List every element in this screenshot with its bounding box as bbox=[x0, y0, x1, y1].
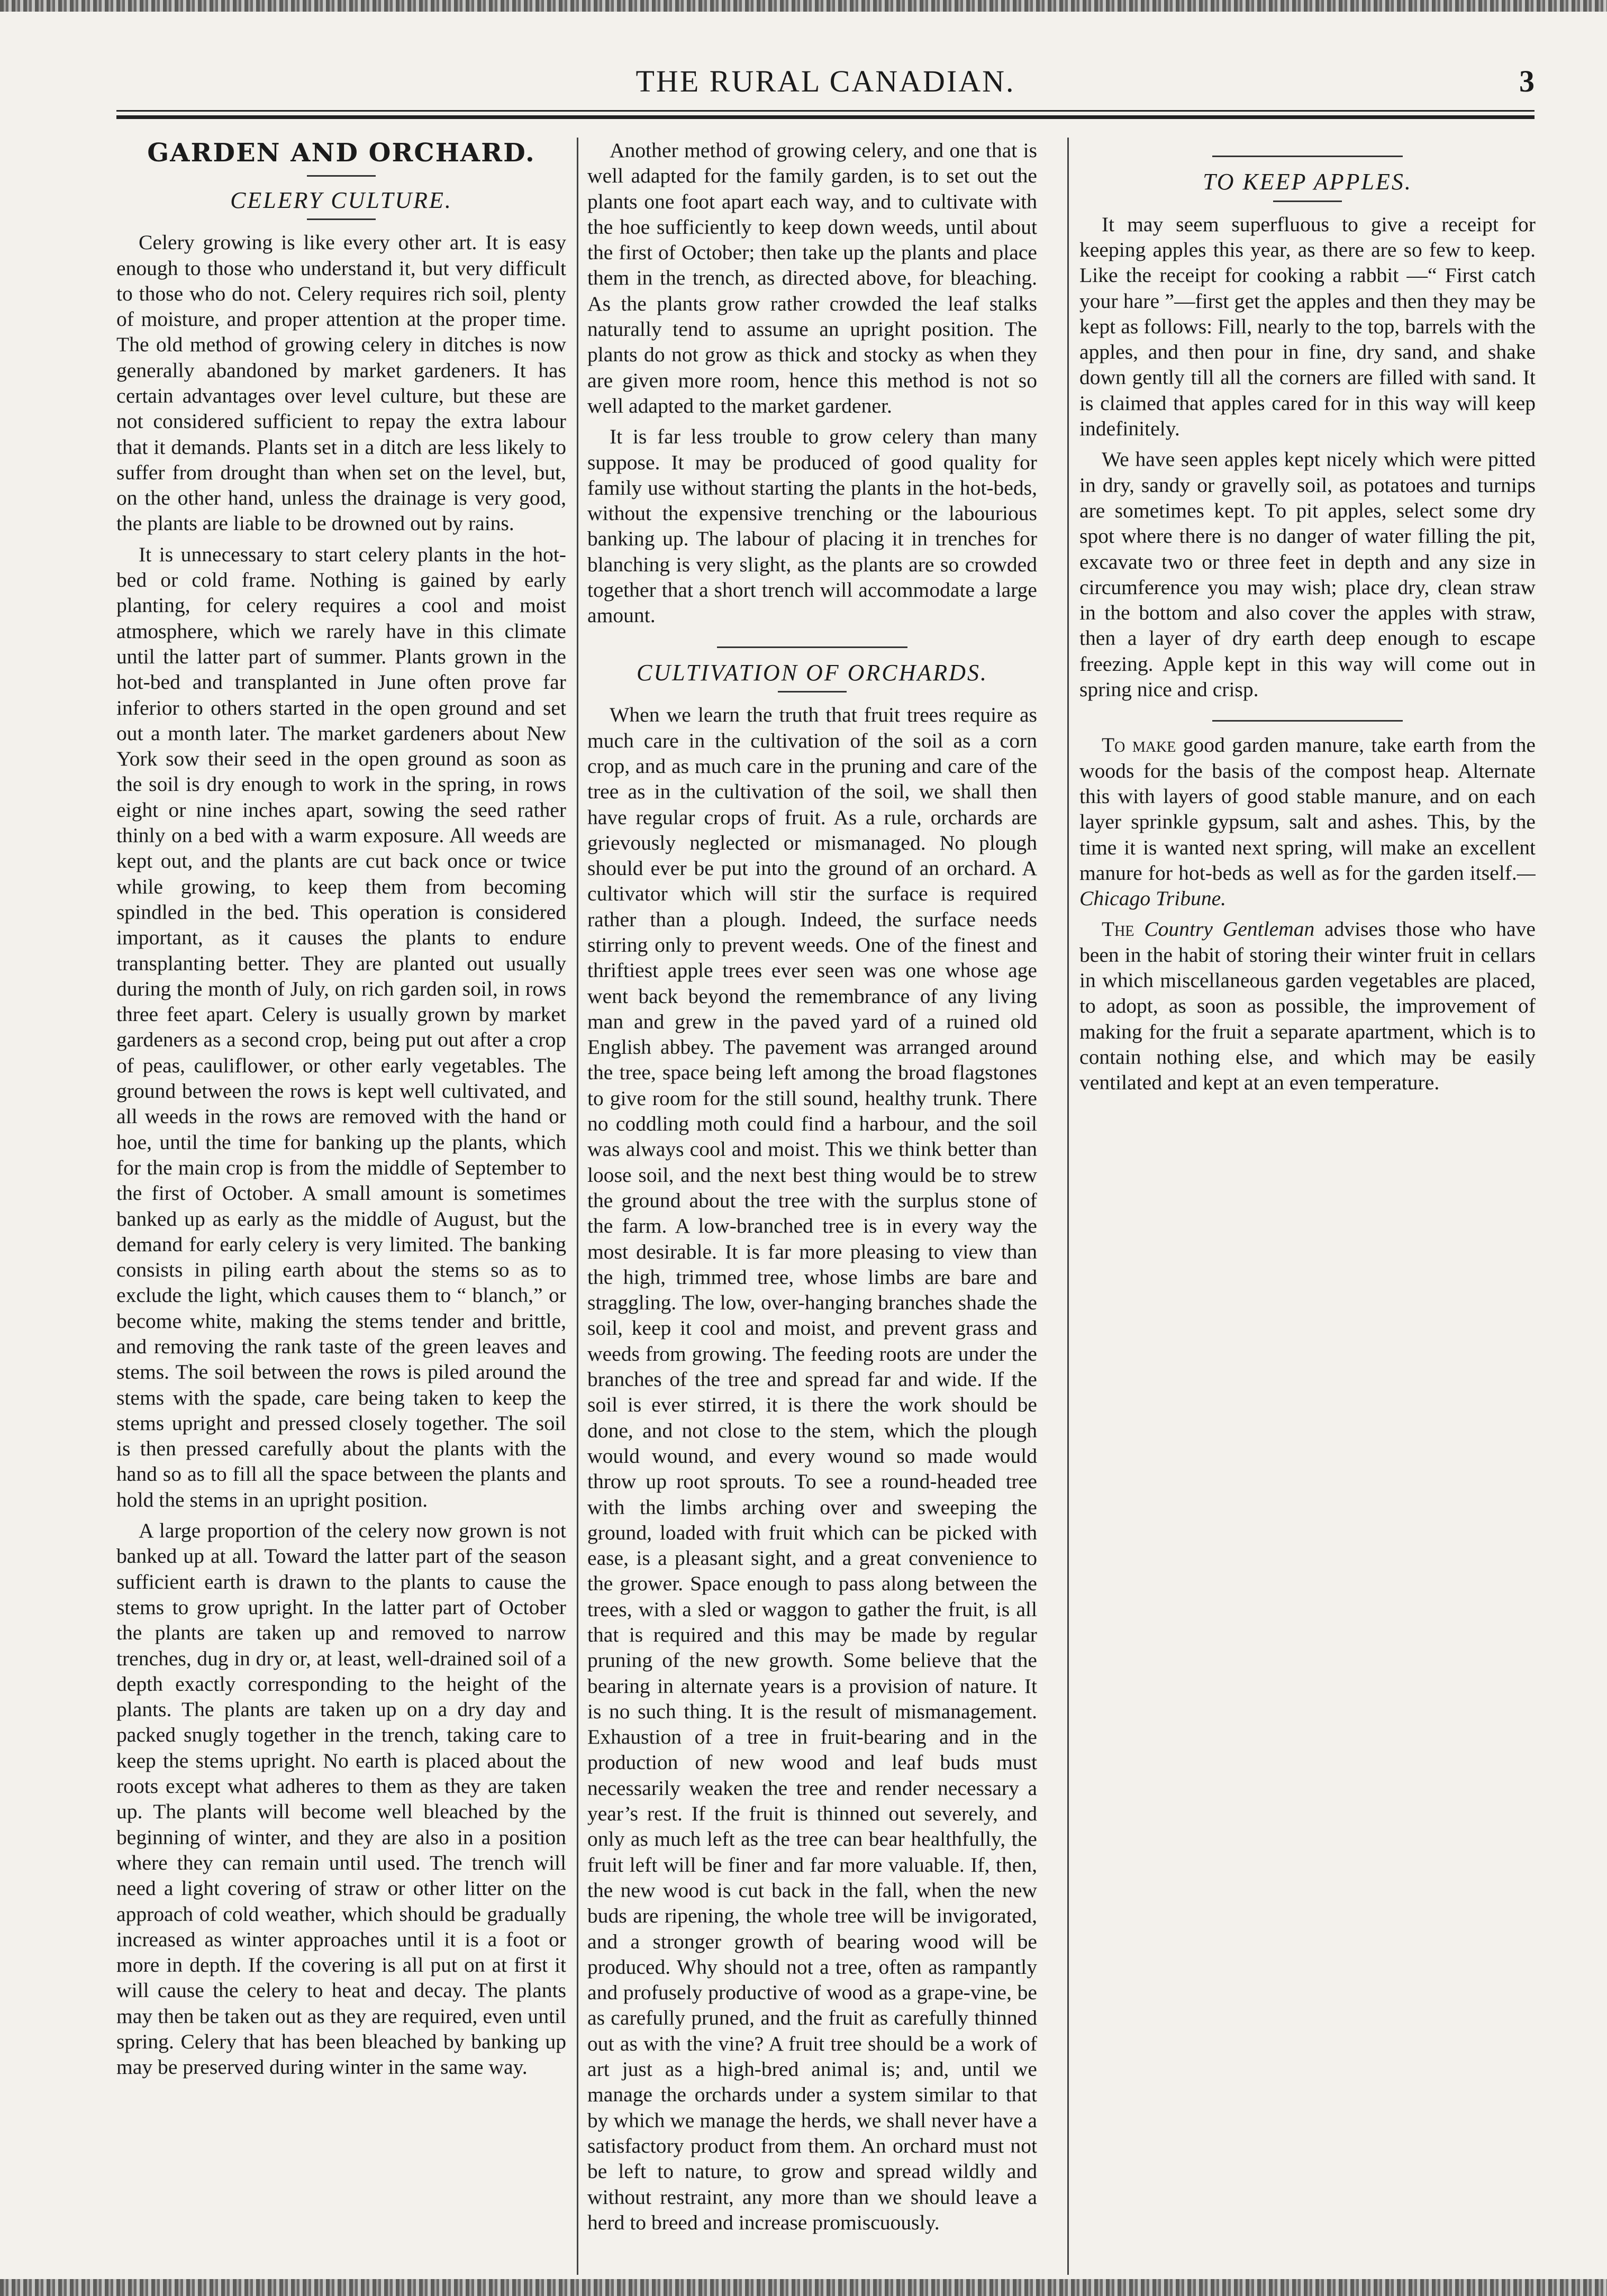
scan-edge-top bbox=[0, 0, 1607, 12]
scan-edge-bottom bbox=[0, 2279, 1607, 2296]
celery-paragraph: It is far less trouble to grow celery than many suppose. It may be produced of good quality for family use without starting the plants in the hot-beds, without the expensive trenching or the labourious banking up. The labour of placing it in trenches for blanching is very slight, as the plants are so crowded together that a short trench will accommodate a large amount. bbox=[587, 425, 1037, 627]
article-separator bbox=[1212, 156, 1403, 157]
apples-paragraph: It may seem superfluous to give a receipt for keeping apples this year, as there are so few to keep. Like the receipt for cooking a rabbit —“ First catch your hare ”—first get the apples and then they may be kept as follows: Fill, nearly to the top, barrels with the apples, and then pour in fine, dry sand, and shake down gently till all the corners are filled with sand. It is claimed that apples cared for in this way will keep indefinitely. bbox=[1079, 212, 1536, 441]
manure-credit: —Chicago Tribune. bbox=[1079, 861, 1536, 910]
page-number: 3 bbox=[1519, 64, 1535, 98]
article-title-celery: CELERY CULTURE. bbox=[230, 187, 452, 213]
column-divider bbox=[1067, 138, 1069, 2275]
article-separator bbox=[717, 646, 907, 648]
title-rule bbox=[307, 218, 376, 220]
storage-lead: The bbox=[1102, 917, 1134, 941]
article-title-orchards: CULTIVATION OF ORCHARDS. bbox=[637, 659, 988, 686]
manure-text: good garden manure, take earth from the woods for the basis of the compost heap. Alternate this with layers of good stable manure, and on each layer sprinkle gypsum, salt and ashes. This, by the time it is wanted next spring, will make an excellent manure for hot-beds as well as for the garden itself. bbox=[1079, 733, 1536, 885]
header-rule-thick bbox=[116, 115, 1535, 119]
celery-paragraph: It is unnecessary to start celery plants in the hot-bed or cold frame. Nothing is gained by early planting, for celery requires a cool and moist atmosphere, which we rarely have in this climate until the latter part of summer. Plants grown in the hot-bed and transplanted in June often prove far inferior to others started in the open ground and set out a month later. The market gardeners about New York sow their seed in the open ground as soon as the soil is dry enough to work in the spring, in rows eight or nine inches apart, sowing the seed rather thinly on a bed with a warm exposure. All weeds are kept out, and the plants are cut back once or twice while growing, to keep them from becoming spindled in the bed. This operation is considered important, as it causes the plants to endure transplanting better. They are planted out usually during the month of July, on rich garden soil, in rows three feet apart. Celery is usually grown by market gardeners as a second crop, being put out after a crop of peas, cauliflower, or other early vegetables. The ground between the rows is kept well cultivated, and all weeds in the rows are removed with the hand or hoe, until the time for banking up the plants, which for the main crop is from the middle of September to the first of October. A small amount is sometimes banked up as early as the middle of August, but the demand for early celery is very limited. The banking consists in piling earth about the stems so as to exclude the light, which causes them to “ blanch,” or become white, making the stems tender and brittle, and removing the rank taste of the green leaves and stems. The soil between the rows is piled around the stems with the spade, care being taken to keep the stems upright and pressed closely together. The soil is then pressed carefully about the plants with the hand so as to fill all the space between the plants and hold the stems in an upright position. bbox=[116, 542, 566, 1511]
title-rule bbox=[307, 175, 376, 177]
page-header bbox=[116, 63, 1535, 111]
article-title-apples: TO KEEP APPLES. bbox=[1203, 169, 1412, 195]
manure-lead: To make bbox=[1102, 733, 1176, 757]
header-rule-thin bbox=[116, 110, 1535, 112]
orchards-paragraph: When we learn the truth that fruit trees require as much care in the cultivation of the soil as a corn crop, and as much care in the pruning and care of the tree as in the cultivation of the soil, we shall then have regular crops of fruit. As a rule, orchards are grievously neglected or mismanaged. No plough should ever be put into the ground of an orchard. A cultivator which will stir the surface is required rather than a plough. Indeed, the surface needs stirring only to prevent weeds. One of the finest and thriftiest apple trees ever seen was one whose age went back beyond the remembrance of any living man and grew in the paved yard of a ruined old English abbey. The pavement was arranged around the tree, space being left among the broad flagstones to give room for the still sound, healthy trunk. There no coddling moth could find a harbour, and the soil was always cool and moist. This we think better than loose soil, and the next best thing would be to strew the ground about the tree with the surplus stone of the farm. A low-branched tree is in every way the most desirable. It is far more pleasing to view than the high, trimmed tree, whose limbs are bare and straggling. The low, over-hanging branches shade the soil, keep it cool and moist, and prevent grass and weeds from growing. The feeding roots are under the branches of the tree and spread far and wide. If the soil is ever stirred, it is there the work should be done, and not close to the stem, which the plough would wound, and every wound so made would throw up root sprouts. To see a round-headed tree with the limbs arching over and sweeping the ground, loaded with fruit which can be picked with ease, is a pleasant sight, and a great convenience to the grower. Space enough to pass along between the trees, with a sled or waggon to gather the fruit, is all that is required and this may be made by regular pruning of the new growth. Some believe that the bearing in alternate years is a provision of nature. It is no such thing. It is the result of mismanagement. Exhaustion of a tree in fruit-bearing and in the production of new wood and leaf buds must necessarily weaken the tree and render necessary a year’s rest. If the fruit is thinned out severely, and only as much left as the tree can bear healthfully, the fruit left will be finer and far more valuable. If, then, the new wood is cut back in the fall, when the new buds are ripening, the whole tree will be invigorated, and a stronger growth of bearing wood will be produced. Why should not a tree, often as rampantly and profusely productive of wood as a grape-vine, be as carefully pruned, and the fruit as carefully thinned out as with the vine? A fruit tree should be a work of art just as a high-bred animal is; and, until we manage the orchards under a system similar to that by which we manage the herds, we shall never have a satisfactory product from them. An orchard must not be left to nature, to grow and spread wildly and without restraint, any more than we should leave a herd to breed and increase promiscuously. bbox=[587, 703, 1037, 2234]
celery-paragraph: Celery growing is like every other art. It is easy enough to those who understand it, but very difficult to those who do not. Celery requires rich soil, plenty of moisture, and proper attention at the proper time. The old method of growing celery in ditches is now generally abandoned by market gardeners. It has certain advantages over level culture, but these are not considered sufficient to repay the extra labour that it demands. Plants set in a ditch are less likely to suffer from drought than when set on the level, but, on the other hand, unless the drainage is very good, the plants are liable to be drowned out by rains. bbox=[116, 231, 566, 535]
title-rule bbox=[1273, 201, 1342, 202]
column-1 bbox=[116, 138, 566, 2264]
storage-publication: Country Gentleman bbox=[1144, 917, 1315, 941]
article-separator bbox=[1212, 720, 1403, 722]
celery-paragraph: Another method of growing celery, and one that is well adapted for the family garden, is to set out the plants one foot apart each way, and to cultivate with the hoe sufficiently to keep down weeds, until about the first of October; then take up the plants and place them in the trench, as directed above, for bleaching. As the plants grow rather crowded the leaf stalks naturally tend to assume an upright position. The plants do not grow as thick and stocky as when they are given more room, hence this method is not so well adapted to the market gardener. bbox=[587, 139, 1037, 417]
storage-paragraph bbox=[1079, 916, 1536, 1095]
column-2 bbox=[587, 138, 1037, 2264]
masthead-title: THE RURAL CANADIAN. bbox=[635, 64, 1015, 98]
celery-paragraph: A large proportion of the celery now grown is not banked up at all. Toward the latter part of the season sufficient earth is drawn to the plants to cause the stems to grow upright. In the latter part of October the plants are taken up and removed to narrow trenches, dug in dry or, at least, well-drained soil of a depth exactly corresponding to the height of the plants. The plants are taken up on a dry day and packed snugly together in the trench, taking care to keep the stems upright. No earth is placed about the roots except what adheres to them as they are taken up. The plants will become well bleached by the beginning of winter, and they are also in a position where they can remain until used. The trench will need a light covering of straw or other litter on the approach of cold weather, which should be gradually increased as winter approaches until it is a foot or more in depth. If the covering is all put on at first it will cause the celery to heat and decay. The plants may then be taken out as they are required, even until spring. Celery that has been bleached by banking up may be preserved during winter in the same way. bbox=[116, 1519, 566, 2079]
title-rule bbox=[778, 691, 847, 693]
manure-paragraph bbox=[1079, 732, 1536, 911]
column-divider bbox=[577, 138, 578, 2275]
apples-paragraph: We have seen apples kept nicely which were pitted in dry, sandy or gravelly soil, as potatoes and turnips are sometimes kept. To pit apples, select some dry spot where there is no danger of water filling the pit, excavate two or three feet in depth and any size in circumference you may wish; place dry, clean straw in the bottom and also cover the apples with straw, then a layer of dry earth deep enough to escape freezing. Apple kept in this way will come out in spring nice and crisp. bbox=[1079, 448, 1536, 701]
storage-text: advises those who have been in the habit of storing their winter fruit in cellars in which miscellaneous garden vegetables are placed, to adopt, as soon as possible, the improvement of making for the fruit a separate apartment, which is to contain nothing else, and which may be easily ventilated and kept at an even temperature. bbox=[1079, 917, 1536, 1095]
section-title: GARDEN AND ORCHARD. bbox=[147, 138, 535, 168]
column-3 bbox=[1079, 138, 1536, 2264]
